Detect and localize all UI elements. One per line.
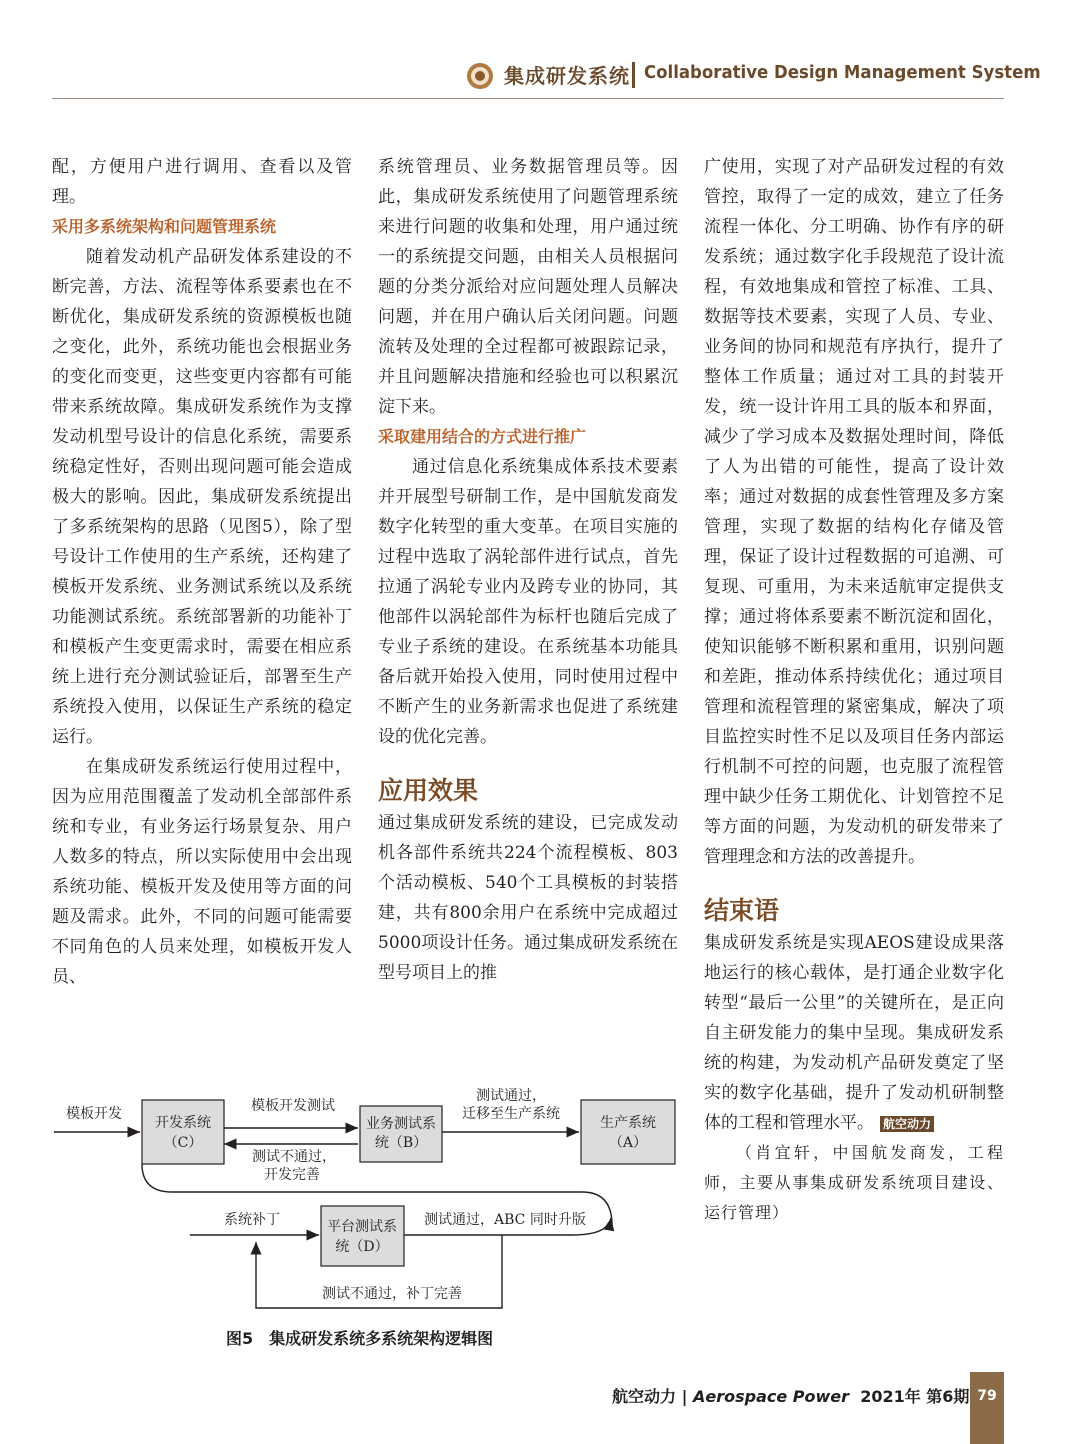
footer <box>612 1384 969 1407</box>
page-number: 79 <box>977 1388 997 1404</box>
box-c <box>142 1100 224 1164</box>
paragraph: 通过信息化系统集成体系技术要素并开展型号研制工作，是中国航发商发数字化转型的重大变革。在项目实施的过程中选取了涡轮部件进行试点，首先拉通了涡轮专业内及跨专业的协同，其他部件以涡轮部件为标杆也随后完成了专业子系统的建设。在系统基本功能具备后就开始投入使用，同时使用过程中不断产生的业务新需求也促进了系统建设的优化完善。 <box>378 457 678 747</box>
box-c-code: （C） <box>163 1135 203 1151</box>
box-d <box>321 1206 404 1266</box>
footer-divider: | <box>676 1387 693 1406</box>
subheading: 采用多系统架构和问题管理系统 <box>52 217 277 236</box>
architecture-diagram <box>52 1080 692 1320</box>
column-2 <box>378 152 678 988</box>
paragraph: 广使用，实现了对产品研发过程的有效管控，取得了一定的成效，建立了任务流程一体化、分工明确、协作有序的研发系统；通过数字化手段规范了设计流程，有效地集成和管控了标准、工具、数据等技术要素，实现了人员、专业、业务间的协同和规范有序执行，提升了整体工作质量；通过对工具的封装开发，统一设计许用工具的版本和界面，减少了学习成本及数据处理时间，降低了人为出错的可能性，提高了设计效率；通过对数据的成套性管理及多方案管理，实现了数据的结构化存储及管理，保证了设计过程数据的可追溯、可复现、可重用，为未来适航审定提供支撑；通过将体系要素不断沉淀和固化，使知识能够不断积累和重用，识别问题和差距，推动体系持续优化；通过项目管理和流程管理的紧密集成，解决了项目监控实时性不足以及项目任务内部运行机制不可控的问题，也克服了流程管理中缺少任务工期优化、计划管控不足等方面的问题，为发动机的研发带来了管理理念和方法的改善提升。 <box>704 157 1004 867</box>
box-c-label: 开发系统 <box>155 1115 211 1131</box>
paragraph: 系统管理员、业务数据管理员等。因此，集成研发系统使用了问题管理系统来进行问题的收集和处理，用户通过统一的系统提交问题，由相关人员根据问题的分类分派给对应问题处理人员解决问题，并在用户确认后关闭问题。问题流转及处理的全过程都可被跟踪记录，并且问题解决措施和经验也可以积累沉淀下来。 <box>378 157 678 417</box>
label-input-patch: 系统补丁 <box>224 1212 280 1228</box>
label-edge-cb: 模板开发测试 <box>251 1098 335 1114</box>
subheading: 采取建用结合的方式进行推广 <box>378 427 587 446</box>
page-number-box <box>970 1372 1004 1444</box>
label-edge-d-pass: 测试通过，ABC 同时升版 <box>424 1212 586 1228</box>
label-input-main: 模板开发 <box>66 1106 122 1122</box>
header-title-en: Collaborative Design Management System <box>644 62 1041 83</box>
box-b <box>360 1106 442 1162</box>
box-d-code: 统（D） <box>335 1239 389 1255</box>
header-rule <box>52 98 1004 99</box>
paragraph: 随着发动机产品研发体系建设的不断完善，方法、流程等体系要素也在不断优化，集成研发系统的资源模板也随之变化，此外，系统功能也会根据业务的变化而变更，这些变更内容都有可能带来系统故障。集成研发系统作为支撑发动机型号设计的信息化系统，需要系统稳定性好，否则出现问题可能会造成极大的影响。因此，集成研发系统提出了多系统架构的思路（见图5），除了型号设计工作使用的生产系统，还构建了模板开发系统、业务测试系统以及系统功能测试系统。系统部署新的功能补丁和模板产生变更需求时，需要在相应系统上进行充分测试验证后，部署至生产系统投入使用，以保证生产系统的稳定运行。 <box>52 247 352 747</box>
box-a-code: （A） <box>608 1135 648 1151</box>
paragraph <box>704 928 1004 1138</box>
figure-diagram <box>52 1080 692 1320</box>
running-header <box>52 58 1041 94</box>
paragraph: 通过集成研发系统的建设，已完成发动机各部件系统共224个流程模板、803个活动模板、540个工具模板的封装搭建，共有800余用户在系统中完成超过5000项设计任务。通过集成研发系统在型号项目上的推 <box>378 813 678 983</box>
author-bio: （肖宜轩，中国航发商发，工程师，主要从事集成研发系统项目建设、运行管理） <box>704 1143 1004 1222</box>
label-edge-bc-1: 测试不通过， <box>252 1149 336 1165</box>
box-b-label: 业务测试系 <box>366 1116 436 1132</box>
header-divider <box>632 62 635 88</box>
header-title-cn: 集成研发系统 <box>504 64 630 88</box>
box-a-label: 生产系统 <box>600 1115 656 1131</box>
footer-journal-en: Aerospace Power <box>693 1387 850 1406</box>
footer-journal-cn: 航空动力 <box>612 1387 677 1406</box>
column-3 <box>704 152 1004 1228</box>
box-d-label: 平台测试系 <box>327 1219 397 1235</box>
column-1 <box>52 152 352 992</box>
paragraph: 在集成研发系统运行使用过程中，因为应用范围覆盖了发动机全部部件系统和专业，有业务运行场景复杂、用户人数多的特点，所以实际使用中会出现系统功能、模板开发及使用等方面的问题及需求。此外，不同的问题可能需要不同角色的人员来处理，如模板开发人员、 <box>52 757 352 987</box>
paragraph: 配，方便用户进行调用、查看以及管理。 <box>52 157 352 207</box>
figure-caption: 图5 集成研发系统多系统架构逻辑图 <box>226 1329 494 1348</box>
section-heading: 应用效果 <box>378 776 479 805</box>
end-mark: 航空动力 <box>880 1116 934 1132</box>
paragraph-text: 集成研发系统是实现AEOS建设成果落地运行的核心载体，是打通企业数字化转型“最后一公里”的关键所在，是正向自主研发能力的集中呈现。集成研发系统的构建，为发动机产品研发奠定了坚实的数字化基础，提升了发动机研制整体的工程和管理水平。 <box>704 933 1004 1133</box>
label-edge-ba-2: 迁移至生产系统 <box>462 1106 560 1122</box>
box-b-code: 统（B） <box>374 1135 428 1151</box>
label-edge-bc-2: 开发完善 <box>264 1167 320 1183</box>
label-edge-d-fail: 测试不通过，补丁完善 <box>322 1286 462 1302</box>
label-edge-ba-1: 测试通过， <box>476 1088 546 1104</box>
footer-issue: 2021年 第6期 <box>860 1387 970 1406</box>
section-heading: 结束语 <box>704 896 780 925</box>
journal-logo-icon <box>466 62 494 90</box>
box-a <box>581 1100 675 1164</box>
